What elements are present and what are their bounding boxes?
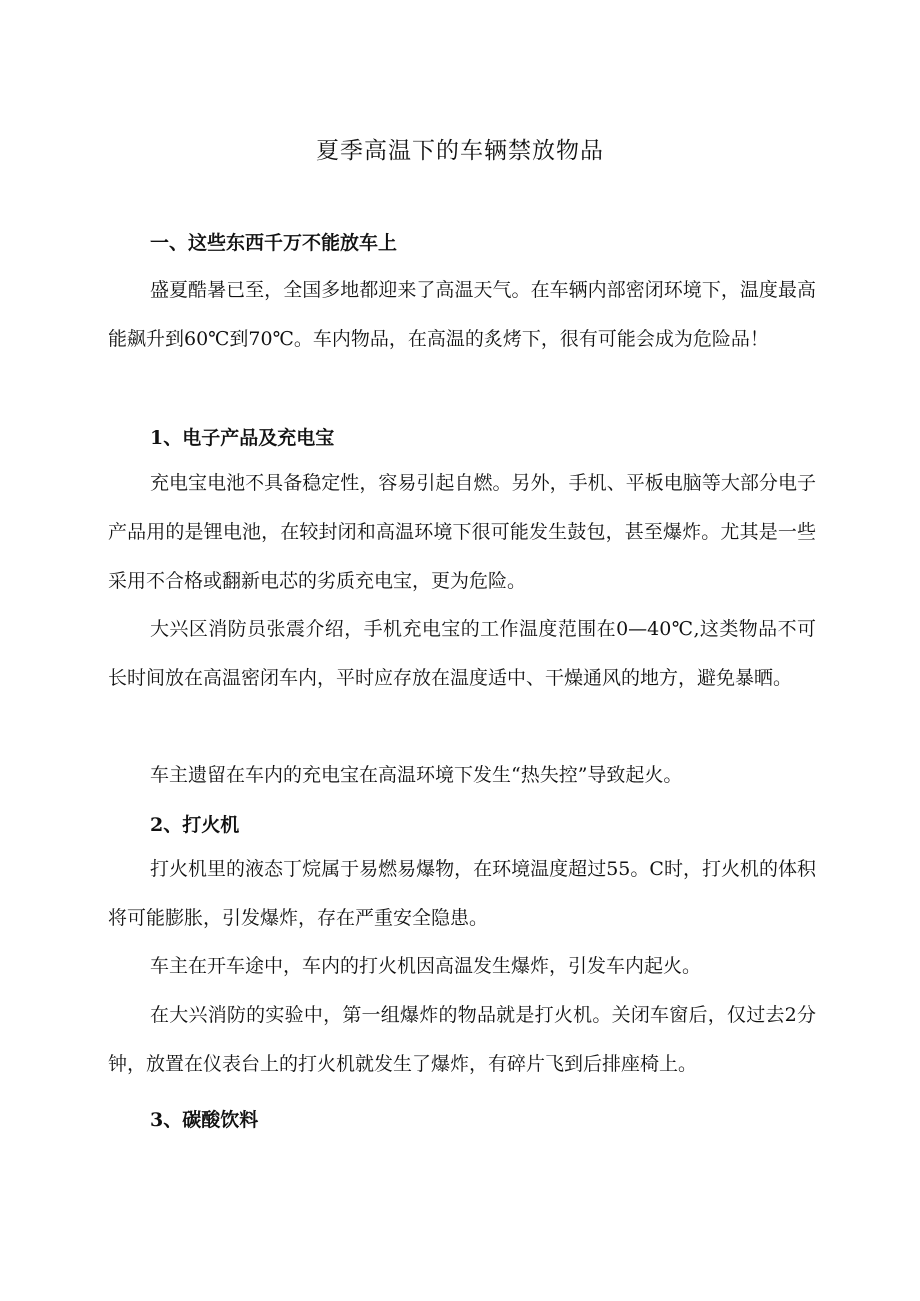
document-title: 夏季高温下的车辆禁放物品 bbox=[316, 138, 604, 164]
item-1-paragraph-2: 大兴区消防员张震介绍，手机充电宝的工作温度范围在0—40℃,这类物品不可长时间放在高温密闭车内，平时应存放在温度适中、干燥通风的地方，避免暴晒。 bbox=[108, 618, 816, 689]
item-3-heading: 3、碳酸饮料 bbox=[150, 1109, 259, 1131]
item-2-heading: 2、打火机 bbox=[150, 814, 240, 836]
item-2-paragraph-1: 打火机里的液态丁烷属于易燃易爆物，在环境温度超过55。C时，打火机的体积将可能膨胀，引发爆炸，存在严重安全隐患。 bbox=[108, 858, 816, 929]
item-2-paragraph-3: 在大兴消防的实验中，第一组爆炸的物品就是打火机。关闭车窗后，仅过去2分钟，放置在仪表台上的打火机就发生了爆炸，有碎片飞到后排座椅上。 bbox=[108, 1004, 816, 1075]
item-2-paragraph-2: 车主在开车途中，车内的打火机因高温发生爆炸，引发车内起火。 bbox=[150, 955, 702, 977]
section-1-heading: 一、这些东西千万不能放车上 bbox=[150, 232, 398, 254]
item-1-heading: 1、电子产品及充电宝 bbox=[150, 427, 335, 449]
item-1-paragraph-3: 车主遗留在车内的充电宝在高温环境下发生“热失控”导致起火。 bbox=[150, 764, 683, 786]
section-1-paragraph: 盛夏酷暑已至，全国多地都迎来了高温天气。在车辆内部密闭环境下，温度最高能飙升到60℃到70℃。车内物品，在高温的炙烤下，很有可能会成为危险品！ bbox=[108, 279, 816, 350]
item-1-paragraph-1: 充电宝电池不具备稳定性，容易引起自燃。另外，手机、平板电脑等大部分电子产品用的是锂电池，在较封闭和高温环境下很可能发生鼓包，甚至爆炸。尤其是一些采用不合格或翻新电芯的劣质充电宝，更为危险。 bbox=[108, 472, 816, 592]
